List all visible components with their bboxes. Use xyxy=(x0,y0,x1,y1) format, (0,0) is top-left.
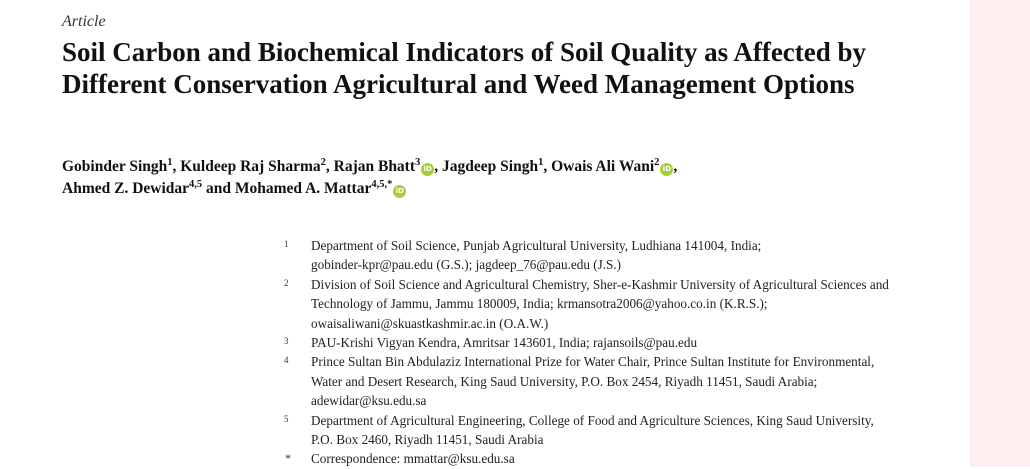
orcid-icon[interactable]: iD xyxy=(660,163,673,176)
affiliation-line: Department of Soil Science, Punjab Agricultural University, Ludhiana 141004, India; xyxy=(311,238,762,253)
author-affiliation-sup: 2 xyxy=(320,157,326,168)
correspondence-item xyxy=(284,449,974,468)
affiliation-item xyxy=(284,236,974,275)
author-separator: , xyxy=(673,158,678,175)
affiliation-item xyxy=(284,333,974,352)
author-affiliation-sup: 4,5 xyxy=(189,179,203,190)
affiliation-line: Department of Agricultural Engineering, College of Food and Agriculture Sciences, King Saud University, xyxy=(311,412,874,428)
correspondence-line: Correspondence: mmattar@ksu.edu.sa xyxy=(311,451,515,467)
affiliation-line: Technology of Jammu, Jammu 180009, India; krmansotra2006@yahoo.co.in (K.R.S.); xyxy=(311,296,768,312)
orcid-icon[interactable]: iD xyxy=(421,163,434,176)
correspondence-marker: * xyxy=(285,451,291,466)
page-margin-band xyxy=(970,0,1030,467)
affiliation-line: PAU-Krishi Vigyan Kendra, Amritsar 143601, India; rajansoils@pau.edu xyxy=(311,335,698,351)
paper-title: Soil Carbon and Biochemical Indicators of Soil Quality as Affected by Different Conservation Agricultural and Weed Management Options xyxy=(62,37,867,99)
author-separator: , xyxy=(325,158,334,175)
affiliation-number: 5 xyxy=(284,413,289,424)
author-affiliation-sup: 3 xyxy=(415,157,421,168)
author-separator: and xyxy=(202,180,235,197)
author-affiliation-sup: 4,5,* xyxy=(371,179,393,190)
author-name[interactable]: Rajan Bhatt xyxy=(333,158,416,175)
affiliation-line: Division of Soil Science and Agricultural Chemistry, Sher-e-Kashmir University of Agricultural Sciences and xyxy=(311,276,889,292)
affiliation-line: P.O. Box 2460, Riyadh 11451, Saudi Arabia xyxy=(311,432,544,448)
author-name[interactable]: Gobinder Singh xyxy=(62,158,168,175)
affiliation-number: 2 xyxy=(284,277,289,288)
author-name[interactable]: Kuldeep Raj Sharma xyxy=(180,158,321,175)
affiliation-item xyxy=(284,411,974,450)
affiliation-item xyxy=(284,352,974,410)
orcid-icon[interactable]: iD xyxy=(393,185,406,198)
author-affiliation-sup: 1 xyxy=(538,157,544,168)
affiliation-line: Prince Sultan Bin Abdulaziz International Prize for Water Chair, Prince Sultan Institute for Environmental, xyxy=(311,354,875,370)
affiliation-line: Water and Desert Research, King Saud University, P.O. Box 2454, Riyadh 11451, Saudi Arabia; xyxy=(311,373,818,389)
author-affiliation-sup: 1 xyxy=(167,157,173,168)
author-list xyxy=(62,156,942,200)
author-name[interactable]: Owais Ali Wani xyxy=(551,158,655,175)
author-separator: , xyxy=(172,158,181,175)
author-affiliation-sup: 2 xyxy=(654,157,660,168)
affiliation-number: 3 xyxy=(284,336,289,347)
affiliation-line: gobinder-kpr@pau.edu (G.S.); jagdeep_76@pau.edu (J.S.) xyxy=(311,257,622,273)
author-separator: , xyxy=(543,158,552,175)
affiliation-number: 4 xyxy=(284,355,289,366)
affiliation-list xyxy=(284,236,974,469)
author-name[interactable]: Jagdeep Singh xyxy=(442,158,539,175)
author-name[interactable]: Ahmed Z. Dewidar xyxy=(62,180,190,197)
affiliation-line: adewidar@ksu.edu.sa xyxy=(311,393,427,409)
affiliation-line: owaisaliwani@skuastkashmir.ac.in (O.A.W.) xyxy=(311,315,549,331)
article-type: Article xyxy=(62,13,106,30)
affiliation-item xyxy=(284,275,974,333)
affiliation-number: 1 xyxy=(284,239,289,249)
author-separator: , xyxy=(434,158,443,175)
author-name[interactable]: Mohamed A. Mattar xyxy=(234,180,372,197)
